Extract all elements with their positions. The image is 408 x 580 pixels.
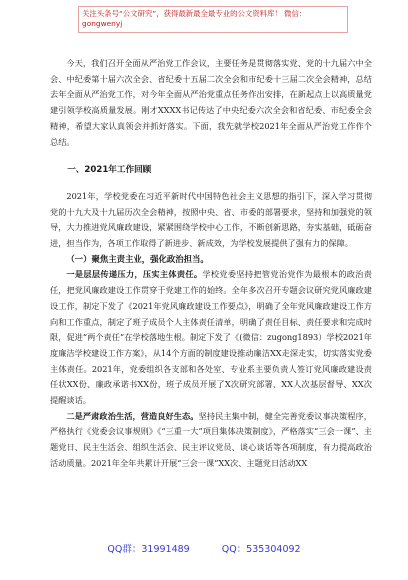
paragraph-2 [50,409,372,472]
footer-qq: QQ：535304092 [221,544,301,555]
sub-heading: （一）聚焦主责主业，强化政治担当。 [66,253,209,264]
paragraph-1 [50,267,372,408]
sub-heading-paragraph [50,252,372,268]
paragraph-2-body: 坚持民主集中制，健全完善党委议事决策程序，严格执行《党委会议事规则》《“三重一大”项目集体决策制度》，严格落实“三会一课”、主题党日、民主生活会、组织生活会、民主评议党员、谈心谈话等各项制度，有力提高政治活动质量。2021年全年共累计开展“三会一课”XX次、主题党日活动XX [50,410,372,468]
paragraph-1-lead: 一是层层传递压力，压实主体责任。 [66,269,203,280]
review-paragraph: 2021年，学校党委在习近平新时代中国特色社会主义思想的指引下，深入学习贯彻党的十九大及十九届历次全会精神，按照中央、省、市委的部署要求，坚持和加强党的领导，大力推进党风廉政建设，紧紧围绕学校中心工作，不断创新思路，夯实基础，砥砺奋进，担当作为，各项工作取得了新进步、新成效，为学校发展提供了强有力的保障。 [50,190,372,249]
paragraph-2-lead: 二是严肃政治生活，营造良好生态。 [66,410,199,421]
footer-qq-group: QQ群：31991489 [107,544,190,555]
paragraph-1-body: 学校党委坚持把管党治党作为最根本的政治责任，把党风廉政建设工作贯穿于党建工作的始终。全年多次召开专题会议研究党风廉政建设工作，制定下发了《2021年党风廉政建设工作要点》，明确了全年党风廉政建设工作方向和工作重点，制定了班子成员个人主体责任清单，明确了责任目标、责任要求和完成时限，促进“两个责任”在学校落地生根。制定下发了《(微信：zugong1893）学校2021年度廉洁学校建设工作方案》，从14个方面的制度建设推动廉洁XX走深走实，切实落实党委主体责任。2021年，党委组织各支部和各处室、专业系主要负责人签订党风廉政建设责任状XX份、廉政承诺书XX份，班子成员开展了X次研究部署、XX人次基层督导、XX次提醒谈话。 [50,269,372,406]
section-heading: 一、2021年工作回顾 [67,165,152,176]
header-banner [78,6,348,33]
intro-paragraph: 今天，我们召开全面从严治党工作会议，主要任务是贯彻落实党、党的十九届六中全会、中纪委第十届六次全会、省纪委十五届二次全会和市纪委十三届二次全会精神，总结去年全面从严治党工作，对今年全面从严治党重点任务作出安排，在新起点上以高质量党建引领学校高质量发展。刚才XXXX书记传达了中央纪委六次全会和省纪委、市纪委全会精神，希望大家认真领会并抓好落实。下面，我先就学校2021年全面从严治党工作作个总结。 [50,58,372,147]
document-body [50,56,372,472]
banner-text: 关注头条号“公文研究”，获得最新最全最专业的公文资料库！ 微信：gongwenyj [82,9,307,28]
footer-contacts [0,541,408,555]
